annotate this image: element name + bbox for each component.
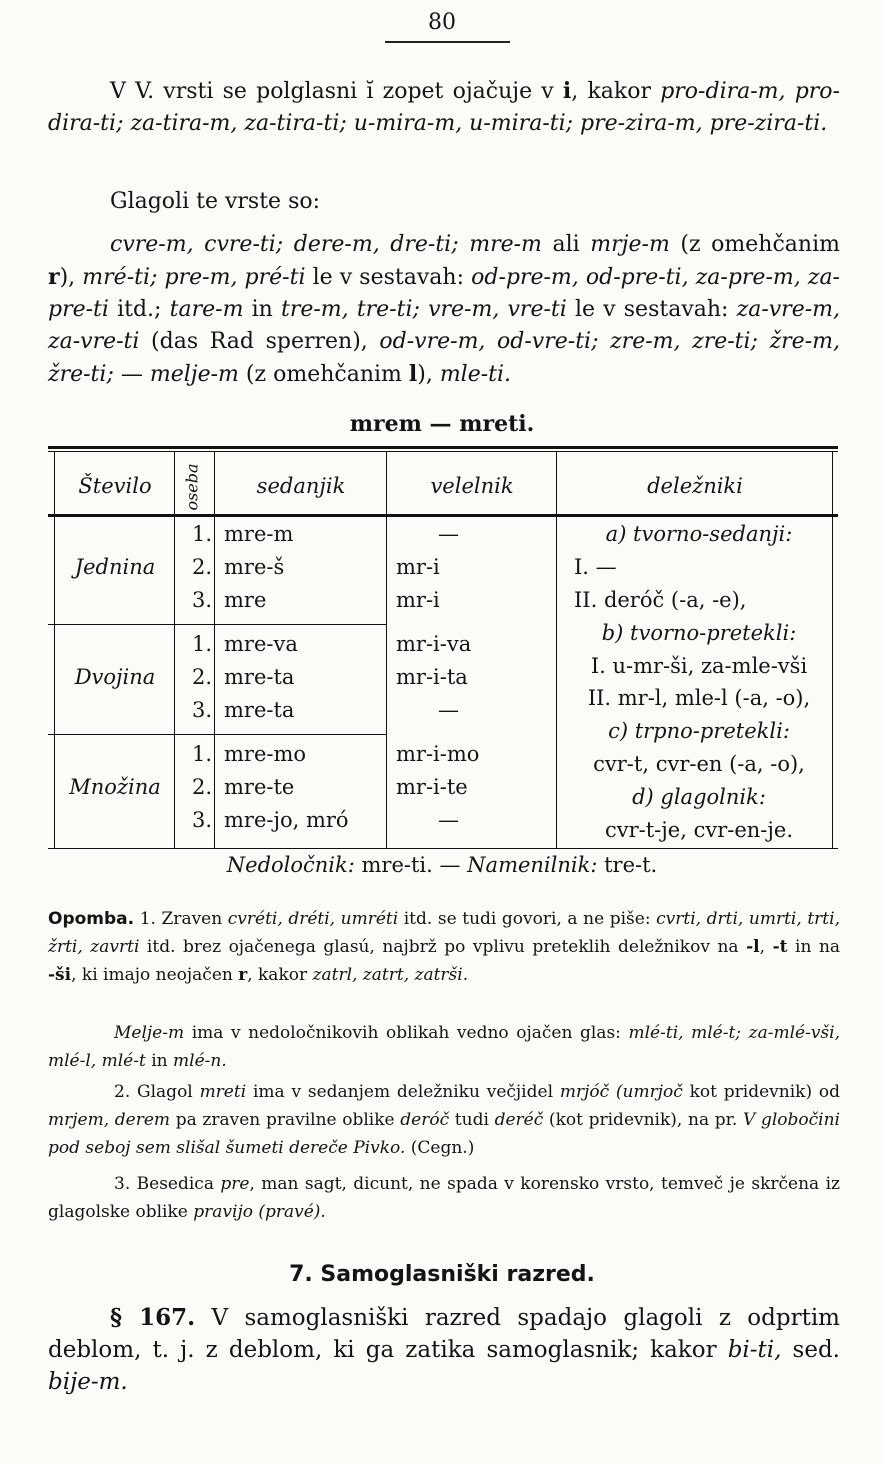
text: ), bbox=[417, 362, 440, 387]
text: in bbox=[243, 297, 281, 322]
velelnik-cell: — bbox=[438, 808, 459, 832]
text: 3. Besedica bbox=[114, 1174, 221, 1194]
delezniki-column bbox=[564, 518, 834, 847]
header-delezniki: deležniki bbox=[647, 474, 743, 498]
delezniki-line: II. deróč (-a, -e), bbox=[574, 587, 747, 612]
italic-text: mlé-n. bbox=[173, 1051, 227, 1071]
header-oseba-label: oseba bbox=[182, 463, 202, 511]
section-paragraph bbox=[48, 1302, 840, 1398]
group-name: Dvojina bbox=[74, 665, 156, 689]
bold-text: l bbox=[408, 361, 418, 387]
note-2 bbox=[48, 1019, 840, 1075]
delezniki-line: I. u-mr-ši, za-mle-vši bbox=[590, 653, 808, 678]
velelnik-cell: mr-i-ta bbox=[396, 665, 468, 689]
group-name: Množina bbox=[69, 775, 161, 799]
delezniki-line: cvr-t, cvr-en (-a, -o), bbox=[593, 752, 805, 777]
bold-text: r bbox=[48, 264, 60, 290]
nums-cell: 2. bbox=[191, 555, 212, 579]
text: V samoglasniški razred spadajo glagoli z odprtim deblom, t. j. z deblom, ki ga zatika samoglasnik; kakor bbox=[48, 1305, 840, 1363]
text: sed. bbox=[781, 1337, 840, 1363]
bold-text: Opomba. bbox=[48, 909, 135, 929]
text: itd. brez ojačenega glasú, najbrž po vplivu preteklih deležnikov na bbox=[139, 937, 747, 957]
text: — bbox=[113, 362, 150, 387]
intro-examples: pro-dira-m, pro-dira-ti; za-tira-m, za-tira-ti; u-mira-m, u-mira-ti; pre-zira-m, pre-zira-ti. bbox=[48, 79, 840, 136]
text: mre-ti. — bbox=[354, 853, 468, 877]
italic-text: mlé-ti, mlé-t; za-mlé-vši, mlé-l, mlé-t bbox=[48, 1023, 840, 1071]
bold-text: -ši bbox=[48, 965, 72, 985]
italic-text: mré-ti; pre-m, pré-ti bbox=[82, 265, 306, 290]
italic-text: deréč bbox=[494, 1110, 544, 1130]
sedanjik-cell: mre-va bbox=[224, 632, 298, 656]
italic-text: mrjem, derem bbox=[48, 1110, 171, 1130]
text: itd. se tudi govori, a ne piše: bbox=[398, 909, 657, 929]
italic-text: od-vre-m, od-vre-ti; zre-m, zre-ti; žre-m, žre-ti; bbox=[48, 329, 840, 387]
sedanjik-cell: mre-te bbox=[224, 775, 295, 799]
text: itd.; bbox=[108, 297, 170, 322]
header-rule bbox=[385, 41, 510, 43]
sedanjik-cell: mre-jo, mró bbox=[224, 808, 349, 832]
text: ima v sedanjem deležniku večjidel bbox=[246, 1082, 560, 1102]
italic-text: V globočini pod seboj sem slišal šumeti dereče Pivko. bbox=[48, 1110, 840, 1158]
text: kot pridevnik) od bbox=[682, 1082, 841, 1102]
italic-text: zatrl, zatrt, zatrši. bbox=[312, 965, 469, 985]
italic-text: bi-ti, bbox=[727, 1337, 782, 1363]
conjugation-table bbox=[48, 446, 838, 850]
group-nums-column bbox=[182, 628, 212, 727]
velelnik-cell: — bbox=[438, 522, 459, 546]
italic-text: cvrti, drti, umrti, trti, žrti, zavrti bbox=[48, 909, 840, 957]
text: in na bbox=[787, 937, 841, 957]
nums-cell: 1. bbox=[191, 742, 212, 766]
italic-text: bije-m. bbox=[48, 1369, 128, 1395]
delezniki-line: a) tvorno-sedanji: bbox=[605, 522, 793, 546]
intro-text: V V. vrsti se polglasni ĭ zopet ojačuje v bbox=[110, 79, 563, 104]
italic-text: cvre-m, cvre-ti; dere-m, dre-ti; mre-m bbox=[110, 232, 542, 257]
text: (Cegn.) bbox=[405, 1138, 475, 1158]
italic-text: od-pre-m, od-pre-ti, za-pre-m, za-pre-ti bbox=[48, 265, 840, 322]
text: , bbox=[759, 937, 773, 957]
text: le v sestavah: bbox=[566, 297, 737, 322]
group-velelnik-column bbox=[396, 628, 471, 727]
sedanjik-cell: mre-mo bbox=[224, 742, 307, 766]
delezniki-line: II. mr-l, mle-l (-a, -o), bbox=[587, 686, 811, 711]
text: ima v nedoločnikovih oblikah vedno ojačen glas: bbox=[184, 1023, 629, 1043]
text: tre-t. bbox=[597, 853, 658, 877]
text: ), bbox=[59, 265, 83, 290]
sedanjik-cell: mre-ta bbox=[224, 665, 295, 689]
table-top-rule bbox=[48, 446, 838, 449]
sedanjik-cell: mre-m bbox=[224, 522, 294, 546]
note-1 bbox=[48, 905, 840, 989]
nums-cell: 2. bbox=[191, 775, 212, 799]
text: pa zraven pravilne oblike bbox=[170, 1110, 401, 1130]
table-header-rule bbox=[48, 514, 838, 517]
section-title: 7. Samoglasniški razred. bbox=[289, 1262, 595, 1287]
italic-text: mle-ti. bbox=[439, 362, 512, 387]
text: , man sagt, dicunt, ne spada v korensko vrsto, temveč je skrčena iz glagolske oblike bbox=[48, 1174, 841, 1222]
table-top-rule-2 bbox=[48, 451, 838, 452]
table-footer bbox=[0, 853, 884, 877]
nums-cell: 3. bbox=[191, 698, 212, 722]
intro-paragraph-3 bbox=[48, 229, 840, 391]
sedanjik-cell: mre-ta bbox=[224, 698, 295, 722]
text: in bbox=[145, 1051, 174, 1071]
nums-cell: 3. bbox=[191, 808, 212, 832]
nums-cell: 1. bbox=[191, 632, 212, 656]
italic-text: deróč bbox=[400, 1110, 450, 1130]
velelnik-cell: — bbox=[438, 698, 459, 722]
text: , ki imajo neojačen bbox=[71, 965, 239, 985]
delezniki-line: I. — bbox=[574, 554, 617, 579]
bold-text: § 167. bbox=[110, 1304, 196, 1331]
vline-2 bbox=[214, 452, 215, 848]
group-nums-column bbox=[182, 518, 212, 617]
velelnik-cell: mr-i-va bbox=[396, 632, 472, 656]
intro-bold-i: i bbox=[562, 78, 572, 104]
text: (das Rad sperren), bbox=[139, 329, 380, 354]
vline-3 bbox=[386, 452, 387, 848]
text: tudi bbox=[449, 1110, 495, 1130]
intro-text: , kakor bbox=[571, 79, 661, 104]
text: 1. Zraven bbox=[134, 909, 228, 929]
velelnik-cell: mr-i-mo bbox=[396, 742, 480, 766]
nums-cell: 1. bbox=[191, 522, 212, 546]
group-rule-1 bbox=[48, 624, 386, 625]
italic-text: mreti bbox=[199, 1082, 247, 1102]
vline-4 bbox=[556, 452, 557, 848]
bold-text: -l bbox=[746, 937, 760, 957]
group-sedanjik-column bbox=[224, 518, 293, 617]
group-sedanjik-column bbox=[224, 738, 349, 837]
italic-text: Nedoločnik: bbox=[226, 853, 355, 877]
group-velelnik-column bbox=[396, 738, 479, 837]
italic-text: mrje-m bbox=[590, 232, 670, 257]
velelnik-cell: mr-i bbox=[396, 588, 440, 612]
bold-text: -t bbox=[772, 937, 788, 957]
italic-text: Melje-m bbox=[114, 1023, 185, 1043]
italic-text: cvréti, dréti, umréti bbox=[227, 909, 399, 929]
intro-paragraph-1 bbox=[48, 75, 840, 140]
text: 2. Glagol bbox=[114, 1082, 200, 1102]
group-name: Jednina bbox=[74, 555, 156, 579]
table-title: mrem — mreti. bbox=[349, 411, 535, 437]
intro-paragraph-2: Glagoli te vrste so: bbox=[110, 189, 321, 214]
header-oseba bbox=[178, 454, 206, 520]
italic-text: za-vre-m, za-vre-ti bbox=[48, 297, 841, 354]
italic-text: pravijo (pravé). bbox=[193, 1202, 326, 1222]
vline-1 bbox=[174, 452, 175, 848]
bold-text: r bbox=[238, 965, 248, 985]
page-number: 80 bbox=[428, 10, 456, 35]
nums-cell: 3. bbox=[191, 588, 212, 612]
group-rule-2 bbox=[48, 734, 386, 735]
header-sedanjik: sedanjik bbox=[256, 474, 346, 498]
italic-text: tre-m, tre-ti; vre-m, vre-ti bbox=[280, 297, 567, 322]
italic-text: pre bbox=[220, 1174, 250, 1194]
text: , kakor bbox=[247, 965, 313, 985]
velelnik-cell: mr-i bbox=[396, 555, 440, 579]
header-velelnik: velelnik bbox=[430, 474, 514, 498]
italic-text: tare-m bbox=[169, 297, 244, 322]
velelnik-cell: mr-i-te bbox=[396, 775, 468, 799]
sedanjik-cell: mre bbox=[224, 588, 267, 612]
text: (z omehčanim bbox=[669, 232, 840, 257]
italic-text: mrjóč (umrjoč bbox=[559, 1082, 683, 1102]
sedanjik-cell: mre-š bbox=[224, 555, 285, 579]
group-velelnik-column bbox=[396, 518, 459, 617]
table-bottom-rule bbox=[48, 848, 838, 849]
delezniki-line: b) tvorno-pretekli: bbox=[601, 620, 797, 645]
note-4 bbox=[48, 1170, 840, 1226]
group-sedanjik-column bbox=[224, 628, 298, 727]
header-stevilo: Število bbox=[78, 474, 152, 498]
delezniki-line: cvr-t-je, cvr-en-je. bbox=[604, 818, 793, 843]
text: le v sestavah: bbox=[305, 265, 472, 290]
text: (kot pridevnik), na pr. bbox=[543, 1110, 744, 1130]
group-nums-column bbox=[182, 738, 212, 837]
nums-cell: 2. bbox=[191, 665, 212, 689]
italic-text: melje-m bbox=[149, 362, 239, 387]
note-3 bbox=[48, 1078, 840, 1162]
italic-text: Namenilnik: bbox=[467, 853, 598, 877]
text: ali bbox=[541, 232, 591, 257]
delezniki-line: c) trpno-pretekli: bbox=[608, 719, 790, 744]
delezniki-line: d) glagolnik: bbox=[632, 785, 766, 810]
text: (z omehčanim bbox=[238, 362, 409, 387]
